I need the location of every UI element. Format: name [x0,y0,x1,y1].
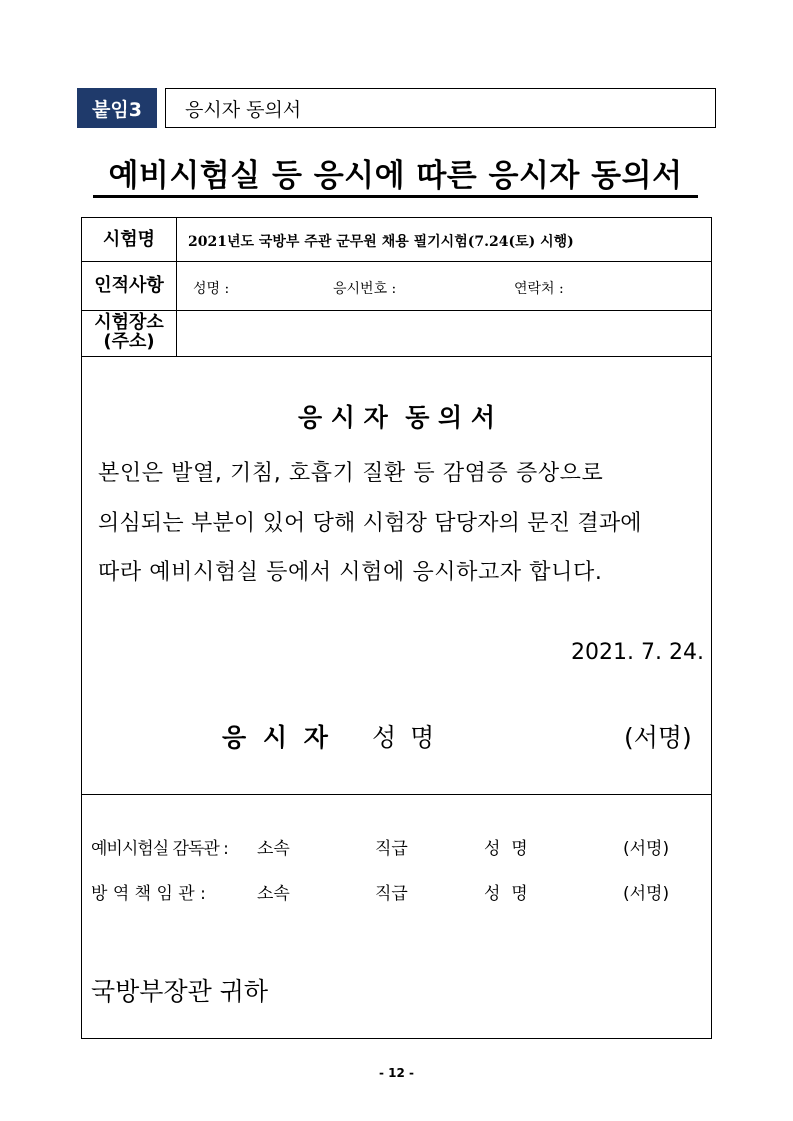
personal-exam-number-field: 응시번호 : [333,281,397,297]
signature-affiliation: 소속 [257,884,290,904]
section-divider [81,794,712,795]
consent-line-1: 본인은 발열, 기침, 호흡기 질환 등 감염증 증상으로 [98,461,604,486]
personal-info-label: 인적사항 [94,275,164,296]
exam-name-label: 시험명 [102,229,156,250]
personal-name-field: 성명 : [193,281,230,297]
personal-contact-field: 연락처 : [514,281,564,297]
title-underline [93,195,698,198]
signature-role: 방 역 책 임 관 : [91,884,206,904]
table-column-divider [176,217,177,357]
venue-label: 시험장소 [94,312,164,333]
attachment-label-text: 응시자 동의서 [185,98,302,121]
signature-rank: 직급 [375,884,408,904]
document-title: 예비시험실 등 응시에 따른 응시자 동의서 [108,158,683,194]
signature-sign: (서명) [623,884,670,904]
attachment-label [165,88,716,128]
exam-name-value: 2021년도 국방부 주관 군무원 채용 필기시험(7.24(토) 시행) [188,234,574,250]
attachment-badge: 붙임3 [77,88,157,128]
signature-sign: (서명) [623,839,670,859]
signature-affiliation: 소속 [257,839,290,859]
applicant-label: 응 시 자 [222,723,332,752]
consent-line-3: 따라 예비시험실 등에서 시험에 응시하고자 합니다. [98,560,603,585]
applicant-name-field: 성 명 [372,723,438,752]
signature-name: 성 명 [484,839,528,859]
addressee: 국방부장관 귀하 [91,977,268,1006]
signature-role: 예비시험실 감독관 : [91,839,228,859]
consent-line-2: 의심되는 부분이 있어 당해 시험장 담당자의 문진 결과에 [98,511,642,536]
consent-date: 2021. 7. 24. [571,640,704,665]
page-number: - 12 - [378,1066,414,1080]
applicant-signature-field: (서명) [624,723,692,752]
signature-name: 성 명 [484,884,528,904]
consent-heading: 응 시 자 동 의 서 [297,403,496,432]
signature-rank: 직급 [375,839,408,859]
venue-label-sub: (주소) [103,331,155,352]
